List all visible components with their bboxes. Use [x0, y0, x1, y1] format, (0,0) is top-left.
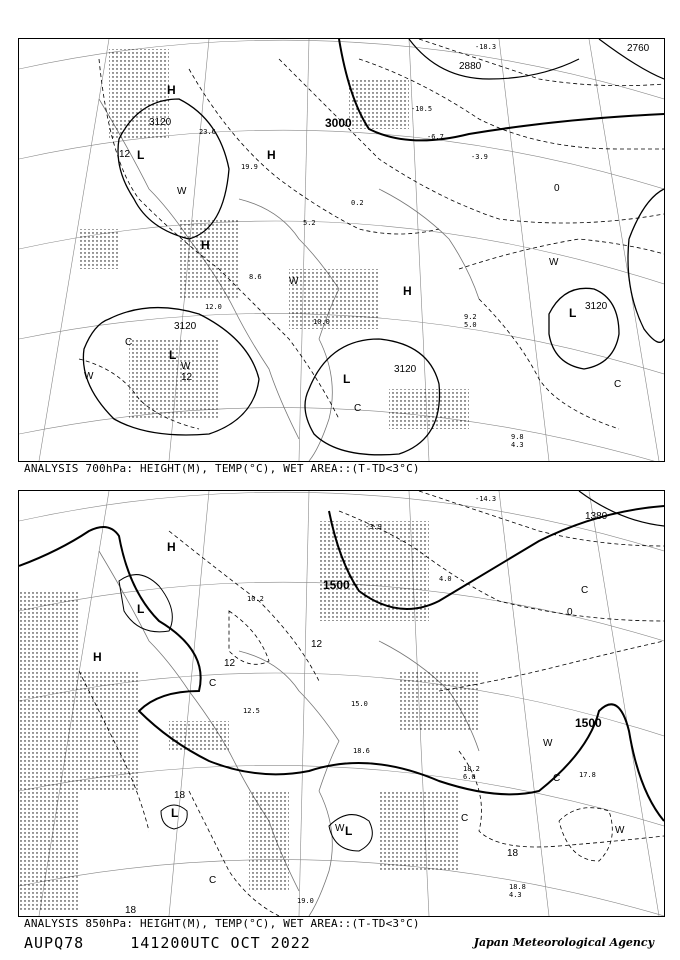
- isotherm-label: 18: [174, 790, 186, 801]
- cold-center-marker: C: [461, 813, 469, 824]
- station-value: 4.3: [511, 441, 524, 449]
- cold-center-marker: C: [125, 337, 133, 348]
- station-value: -6.7: [427, 133, 444, 141]
- high-pressure-marker: H: [201, 238, 210, 252]
- contour-label: 1380: [585, 511, 608, 522]
- contour-label: 3120: [394, 364, 417, 375]
- cold-center-marker: C: [209, 678, 217, 689]
- station-value: 18.2: [463, 765, 480, 773]
- station-value: 18.6: [353, 747, 370, 755]
- station-value: 0.2: [351, 199, 364, 207]
- low-pressure-marker: L: [169, 348, 177, 362]
- contour-label: 3120: [585, 301, 608, 312]
- warm-center-marker: W: [335, 823, 345, 834]
- station-value: 9.2: [464, 313, 477, 321]
- map-850hpa: [19, 491, 664, 916]
- station-value: 19.0: [297, 897, 314, 905]
- high-pressure-marker: H: [167, 83, 176, 97]
- warm-center-marker: W: [549, 257, 559, 268]
- contour-label: 3120: [149, 117, 172, 128]
- isotherm-label: 12: [224, 658, 236, 669]
- station-value: 15.0: [351, 700, 368, 708]
- station-value: -3.9: [365, 523, 382, 531]
- station-value: 18.8: [509, 883, 526, 891]
- warm-center-marker: W: [543, 738, 553, 749]
- contour-label: 2880: [459, 61, 482, 72]
- high-pressure-marker: H: [403, 284, 412, 298]
- isotherm-label: 18: [507, 848, 519, 859]
- cold-center-marker: C: [354, 403, 362, 414]
- station-value: 5.0: [464, 321, 477, 329]
- station-value: -14.3: [475, 495, 497, 503]
- high-pressure-marker: H: [167, 540, 176, 554]
- station-value: 23.6: [199, 128, 216, 136]
- high-pressure-marker: H: [93, 650, 102, 664]
- isotherm-label: 0: [554, 183, 560, 194]
- cold-center-marker: C: [581, 585, 589, 596]
- station-value: 5.2: [303, 219, 316, 227]
- station-value: 17.8: [579, 771, 596, 779]
- cold-center-marker: C: [614, 379, 622, 390]
- chart-700hpa: [18, 38, 665, 462]
- warm-center-marker: W: [615, 825, 625, 836]
- isotherm-label: 0: [567, 607, 573, 618]
- contour-label: 1500: [323, 578, 350, 592]
- map-700hpa: [19, 39, 664, 461]
- warm-center-marker: W: [289, 276, 299, 287]
- contour-label: 2760: [627, 43, 650, 54]
- cold-center-marker: C: [553, 773, 561, 784]
- caption-850hpa: ANALYSIS 850hPa: HEIGHT(M), TEMP(°C), WET AREA::(T-TD<3°C): [24, 917, 420, 930]
- low-pressure-marker: L: [345, 824, 353, 838]
- station-value: 6.0: [463, 773, 476, 781]
- chart-850hpa: [18, 490, 665, 917]
- station-value: 9.8: [511, 433, 524, 441]
- isotherm-label: 12: [311, 639, 323, 650]
- warm-center-marker: W: [84, 371, 94, 382]
- station-value: 4.0: [439, 575, 452, 583]
- station-value: 19.9: [241, 163, 258, 171]
- low-pressure-marker: L: [171, 806, 179, 820]
- high-pressure-marker: H: [267, 148, 276, 162]
- low-pressure-marker: L: [137, 148, 145, 162]
- station-value: 8.6: [249, 273, 262, 281]
- station-value: 12.0: [205, 303, 222, 311]
- station-value: -18.3: [475, 43, 497, 51]
- cold-center-marker: C: [209, 875, 217, 886]
- station-value: -3.9: [471, 153, 488, 161]
- contour-label: 3000: [325, 116, 352, 130]
- chart-datetime: 141200UTC OCT 2022: [130, 934, 311, 952]
- isotherm-label: 18: [125, 905, 137, 916]
- station-value: 12.5: [243, 707, 260, 715]
- station-value: -10.5: [411, 105, 433, 113]
- wet-area: [19, 521, 479, 911]
- contour-label: 1500: [575, 716, 602, 730]
- low-pressure-marker: L: [137, 602, 145, 616]
- station-value: 10.0: [313, 318, 330, 326]
- station-value: 4.3: [509, 891, 522, 899]
- chart-footer: [24, 934, 311, 952]
- low-pressure-marker: L: [343, 372, 351, 386]
- caption-700hpa: ANALYSIS 700hPa: HEIGHT(M), TEMP(°C), WET AREA::(T-TD<3°C): [24, 462, 420, 475]
- warm-center-marker: W: [181, 361, 191, 372]
- isotherm-label: 12: [119, 149, 131, 160]
- agency-name: Japan Meteorological Agency: [473, 936, 654, 949]
- low-pressure-marker: L: [569, 306, 577, 320]
- chart-code: AUPQ78: [24, 934, 85, 952]
- warm-center-marker: W: [177, 186, 187, 197]
- station-value: 10.2: [247, 595, 264, 603]
- isotherm-label: 12: [181, 372, 193, 383]
- contour-label: 3120: [174, 321, 197, 332]
